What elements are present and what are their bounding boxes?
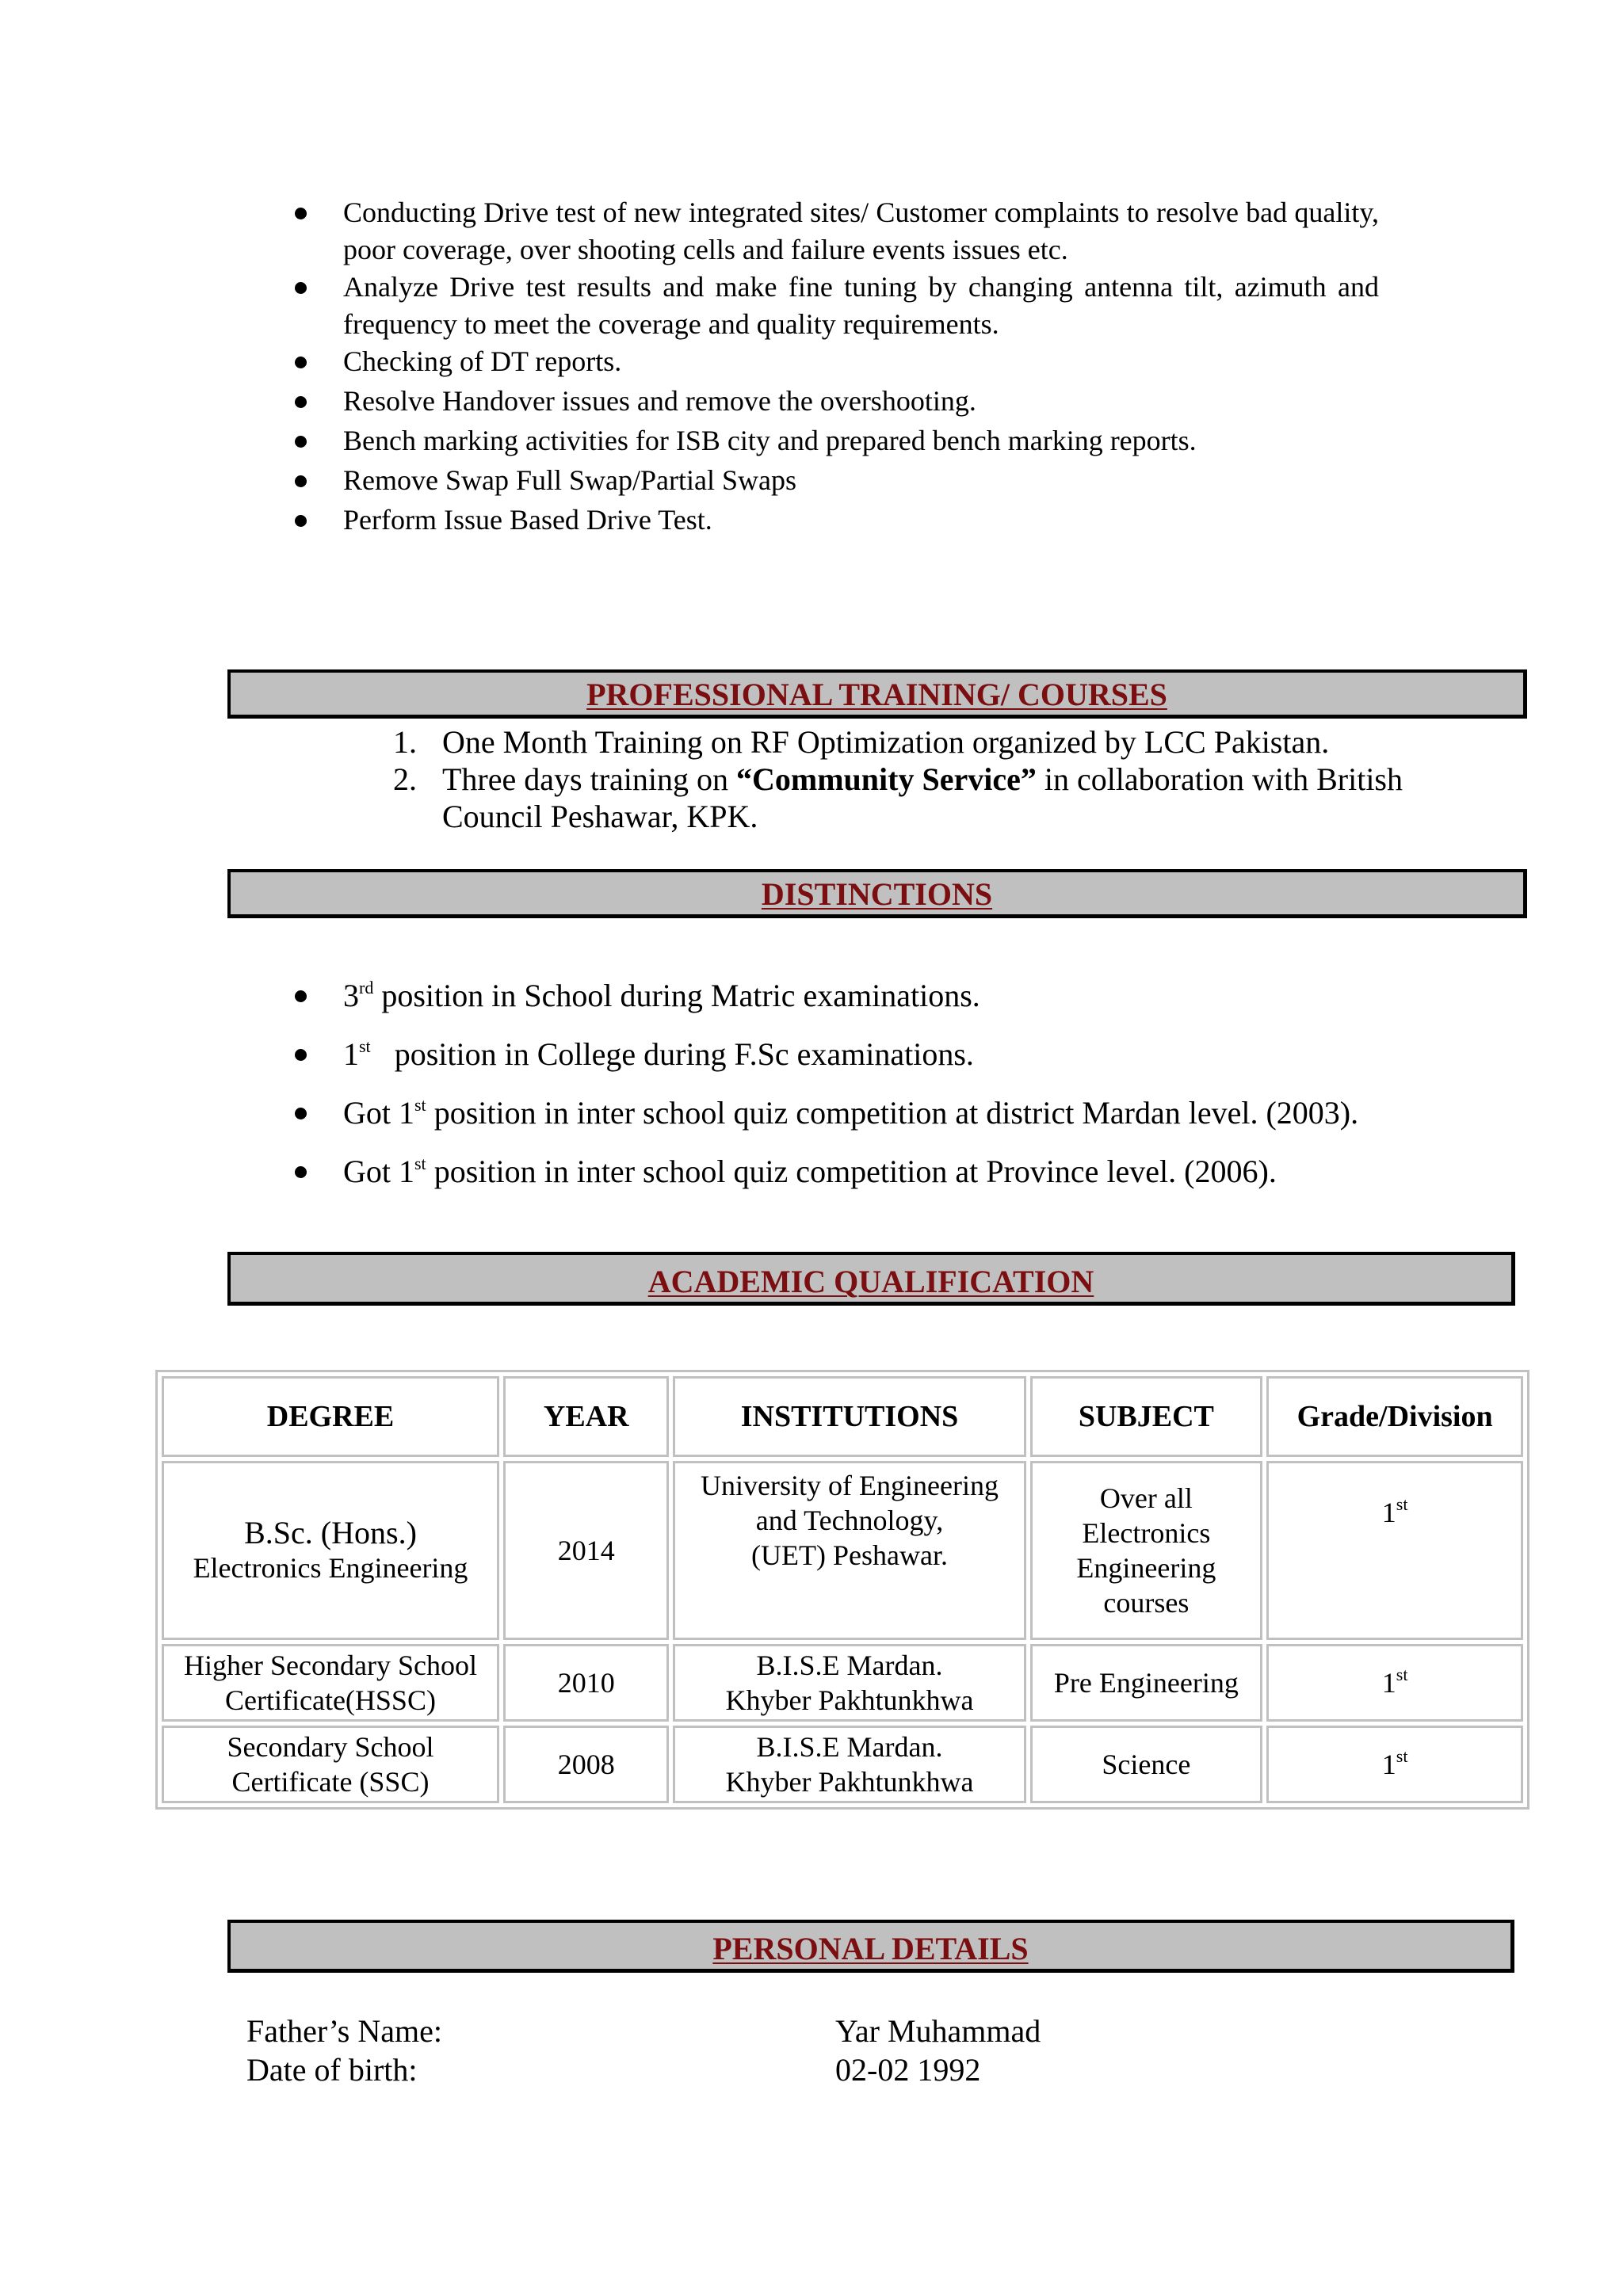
year-cell: 2010: [503, 1644, 669, 1722]
distinctions-section-header: [227, 869, 1527, 918]
list-item: [384, 761, 1430, 835]
table-row: [162, 1461, 1523, 1640]
ordinal-suffix: st: [414, 1094, 426, 1115]
institution-line: (UET) Peshawar.: [751, 1539, 948, 1571]
subject-line: Engineering: [1076, 1552, 1216, 1584]
subject-cell: Pre Engineering: [1030, 1644, 1263, 1722]
section-title: ACADEMIC QUALIFICATION: [647, 1264, 1094, 1299]
distinction-text: position in School during Matric examinations.: [373, 978, 980, 1013]
list-item: [285, 977, 1379, 1015]
institution-cell: [673, 1726, 1025, 1803]
distinction-text: Got 1: [343, 1154, 414, 1189]
academic-table: [155, 1370, 1529, 1810]
father-name-value: Yar Muhammad: [835, 2013, 1041, 2049]
degree-subtitle: Electronics Engineering: [193, 1552, 468, 1584]
institution-cell: [673, 1644, 1025, 1722]
list-item: Checking of DT reports.: [285, 343, 1379, 380]
list-item: Bench marking activities for ISB city and prepared bench marking reports.: [285, 422, 1379, 460]
section-title: PROFESSIONAL TRAINING/ COURSES: [586, 677, 1167, 712]
table-header-row: [162, 1376, 1523, 1457]
list-number: 2.: [393, 761, 417, 797]
column-header: INSTITUTIONS: [673, 1376, 1025, 1457]
ordinal-suffix: st: [1396, 1665, 1408, 1684]
ordinal-suffix: st: [359, 1035, 371, 1056]
grade-cell: [1266, 1644, 1523, 1722]
responsibilities-list: [285, 194, 1379, 539]
column-header: Grade/Division: [1266, 1376, 1523, 1457]
subject-cell: [1030, 1461, 1263, 1640]
column-header: YEAR: [503, 1376, 669, 1457]
degree-cell: [162, 1461, 499, 1640]
year-cell: 2008: [503, 1726, 669, 1803]
list-item: [285, 1153, 1379, 1191]
column-header: DEGREE: [162, 1376, 499, 1457]
year-cell: 2014: [503, 1461, 669, 1640]
degree-line: Secondary School: [227, 1731, 434, 1763]
grade-value: 1: [1381, 1749, 1396, 1780]
degree-title: B.Sc. (Hons.): [244, 1515, 417, 1550]
ordinal-suffix: st: [1396, 1746, 1408, 1766]
training-section-header: [227, 669, 1527, 719]
distinction-text: 3: [343, 978, 359, 1013]
distinction-text: Got 1: [343, 1095, 414, 1131]
distinction-text: 1: [343, 1036, 359, 1072]
ordinal-suffix: st: [414, 1153, 426, 1173]
distinction-text: position in College during F.Sc examinations.: [370, 1036, 974, 1072]
institution-line: B.I.S.E Mardan.: [756, 1650, 943, 1681]
list-item: Conducting Drive test of new integrated sites/ Customer complaints to resolve bad quality, poor coverage, over shooting cells and failure events issues etc.: [285, 194, 1379, 269]
ordinal-suffix: st: [1396, 1494, 1408, 1514]
training-list: [384, 723, 1430, 835]
list-item: Resolve Handover issues and remove the overshooting.: [285, 383, 1379, 420]
subject-cell: Science: [1030, 1726, 1263, 1803]
distinction-text: position in inter school quiz competition at district Mardan level. (2003).: [426, 1095, 1359, 1131]
dob-label: Date of birth:: [246, 2052, 418, 2088]
institution-cell: [673, 1461, 1025, 1640]
list-item: Perform Issue Based Drive Test.: [285, 502, 1379, 539]
subject-line: Electronics: [1082, 1517, 1211, 1549]
training-highlight: “Community Service”: [736, 761, 1037, 797]
list-item: [285, 1035, 1379, 1074]
distinction-text: position in inter school quiz competition at Province level. (2006).: [426, 1154, 1277, 1189]
institution-line: Khyber Pakhtunkhwa: [725, 1684, 974, 1716]
institution-line: Khyber Pakhtunkhwa: [725, 1766, 974, 1798]
table-row: [162, 1644, 1523, 1722]
personal-section-header: [227, 1920, 1514, 1973]
ordinal-suffix: rd: [359, 977, 374, 997]
column-header: SUBJECT: [1030, 1376, 1263, 1457]
list-item: [384, 723, 1430, 761]
training-text: One Month Training on RF Optimization organized by LCC Pakistan.: [442, 724, 1330, 760]
table-row: [162, 1726, 1523, 1803]
list-item: [285, 1094, 1379, 1132]
list-item: Remove Swap Full Swap/Partial Swaps: [285, 462, 1379, 499]
degree-cell: [162, 1726, 499, 1803]
father-name-label: Father’s Name:: [246, 2013, 442, 2049]
degree-line: Higher Secondary School: [184, 1650, 477, 1681]
list-number: 1.: [393, 724, 417, 760]
grade-value: 1: [1381, 1497, 1396, 1528]
section-title: DISTINCTIONS: [761, 876, 993, 912]
training-text: in collaboration with British Council Peshawar, KPK.: [442, 761, 1403, 834]
dob-value: 02-02 1992: [835, 2052, 981, 2088]
grade-cell: [1266, 1461, 1523, 1640]
degree-line: Certificate(HSSC): [225, 1684, 436, 1716]
institution-line: University of Engineering: [701, 1470, 999, 1501]
subject-line: Over all: [1099, 1482, 1193, 1514]
degree-cell: [162, 1644, 499, 1722]
academic-section-header: [227, 1252, 1515, 1306]
training-text: Three days training on: [442, 761, 736, 797]
grade-value: 1: [1381, 1667, 1396, 1699]
list-item: Analyze Drive test results and make fine tuning by changing antenna tilt, azimuth and frequency to meet the coverage and quality requirements.: [285, 269, 1379, 343]
subject-line: courses: [1103, 1587, 1190, 1619]
institution-line: B.I.S.E Mardan.: [756, 1731, 943, 1763]
distinctions-list: [285, 977, 1379, 1211]
degree-line: Certificate (SSC): [231, 1766, 430, 1798]
institution-line: and Technology,: [755, 1505, 944, 1536]
grade-cell: [1266, 1726, 1523, 1803]
section-title: PERSONAL DETAILS: [712, 1931, 1029, 1966]
